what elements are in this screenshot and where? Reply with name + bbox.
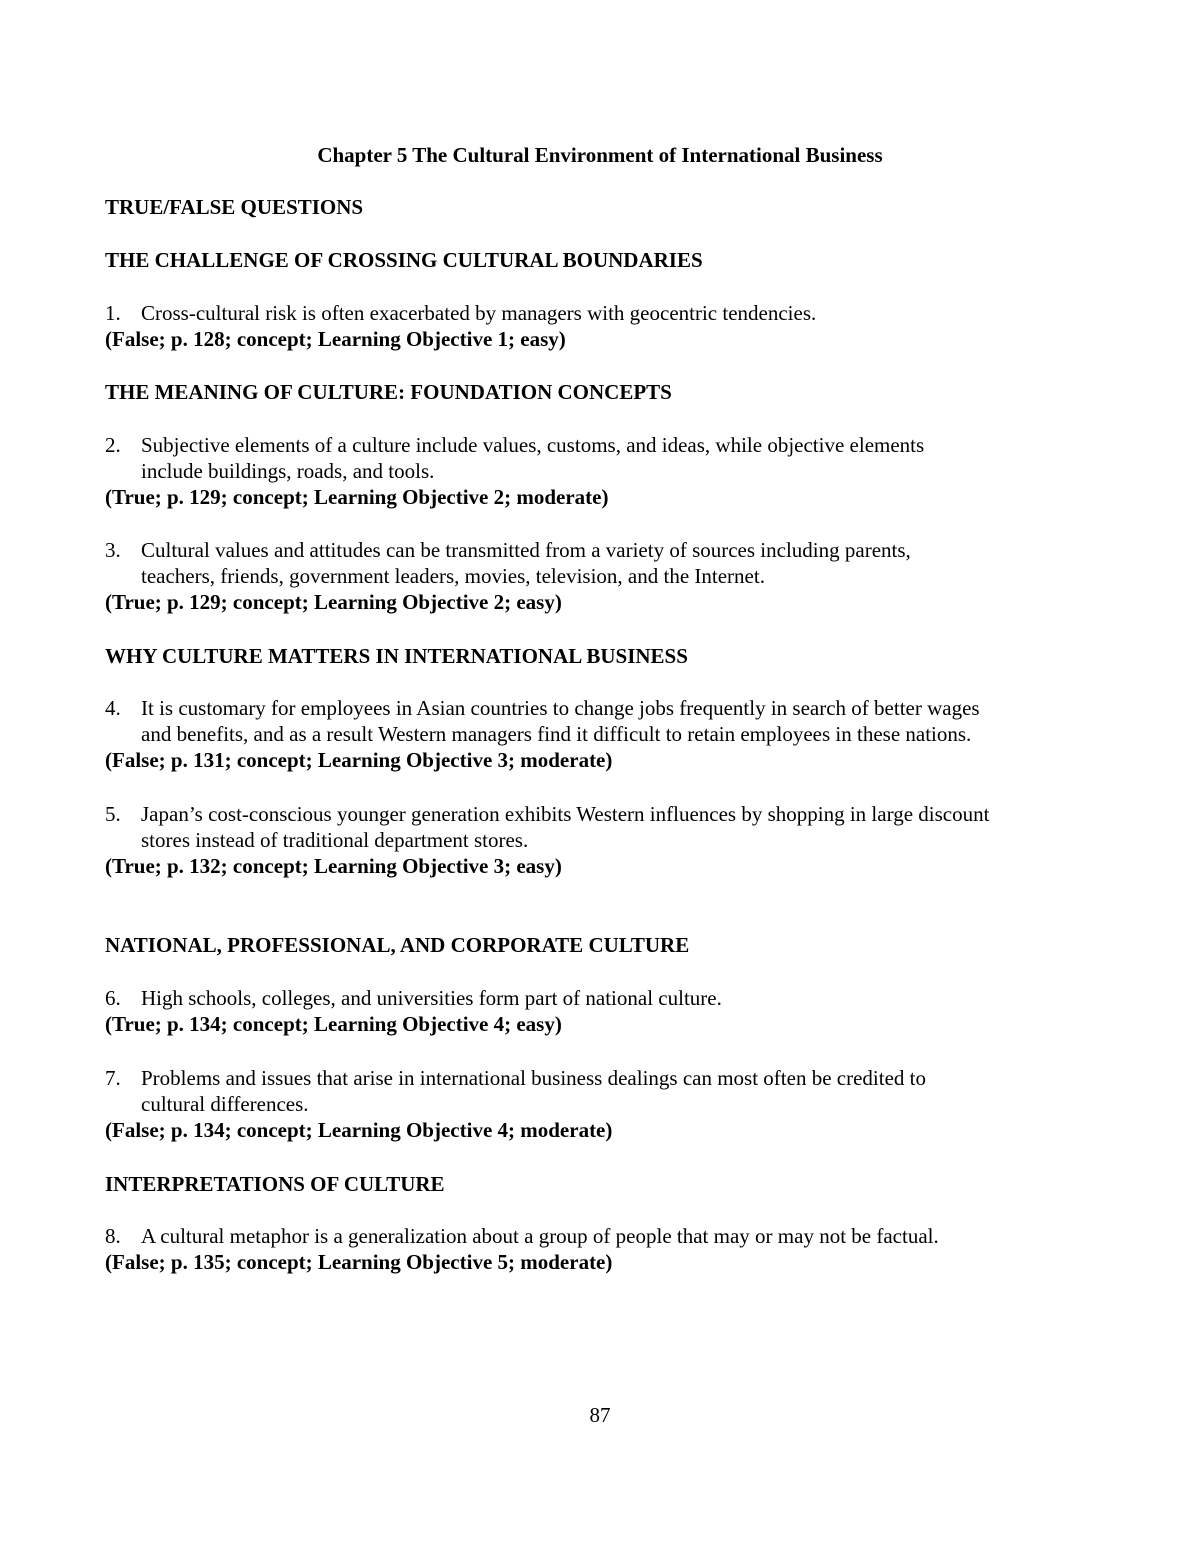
answer-key: (True; p. 129; concept; Learning Objective 2; moderate) — [105, 485, 609, 509]
question-item — [105, 985, 1105, 1037]
question-item — [105, 300, 1105, 352]
question-item — [105, 801, 1105, 879]
question-number: 3. — [105, 538, 121, 562]
question-text: Japan’s cost-conscious younger generation exhibits Western influences by shopping in large discount — [141, 802, 990, 826]
question-item — [105, 432, 1105, 510]
page-number: 87 — [589, 1403, 611, 1427]
question-item — [105, 537, 1105, 615]
section-heading: WHY CULTURE MATTERS IN INTERNATIONAL BUSINESS — [105, 644, 688, 668]
question-number: 1. — [105, 301, 121, 325]
question-number: 8. — [105, 1224, 121, 1248]
question-text-continued: teachers, friends, government leaders, movies, television, and the Internet. — [141, 564, 765, 588]
answer-key: (False; p. 128; concept; Learning Objective 1; easy) — [105, 327, 566, 351]
question-text-continued: and benefits, and as a result Western managers find it difficult to retain employees in these nations. — [141, 722, 972, 746]
question-text: Cultural values and attitudes can be transmitted from a variety of sources including parents, — [141, 538, 911, 562]
question-text-continued: stores instead of traditional department stores. — [141, 828, 529, 852]
question-text: Problems and issues that arise in international business dealings can most often be credited to — [141, 1066, 926, 1090]
question-number: 4. — [105, 696, 121, 720]
question-text: Subjective elements of a culture include values, customs, and ideas, while objective elements — [141, 433, 925, 457]
question-item — [105, 1223, 1105, 1275]
question-number: 5. — [105, 802, 121, 826]
section-heading: INTERPRETATIONS OF CULTURE — [105, 1172, 445, 1196]
section-heading: THE MEANING OF CULTURE: FOUNDATION CONCEPTS — [105, 380, 672, 404]
section-heading: NATIONAL, PROFESSIONAL, AND CORPORATE CULTURE — [105, 933, 690, 957]
question-item — [105, 1065, 1105, 1143]
answer-key: (False; p. 134; concept; Learning Objective 4; moderate) — [105, 1118, 613, 1142]
question-text: Cross-cultural risk is often exacerbated by managers with geocentric tendencies. — [141, 301, 817, 325]
answer-key: (False; p. 131; concept; Learning Objective 3; moderate) — [105, 748, 613, 772]
page-title: Chapter 5 The Cultural Environment of International Business — [317, 143, 883, 167]
question-text-continued: include buildings, roads, and tools. — [141, 459, 435, 483]
question-number: 7. — [105, 1066, 121, 1090]
question-number: 6. — [105, 986, 121, 1010]
answer-key: (False; p. 135; concept; Learning Objective 5; moderate) — [105, 1250, 613, 1274]
section-heading: THE CHALLENGE OF CROSSING CULTURAL BOUNDARIES — [105, 248, 703, 272]
question-text: A cultural metaphor is a generalization about a group of people that may or may not be factual. — [141, 1224, 939, 1248]
question-text: It is customary for employees in Asian countries to change jobs frequently in search of better wages — [141, 696, 980, 720]
answer-key: (True; p. 129; concept; Learning Objective 2; easy) — [105, 590, 562, 614]
answer-key: (True; p. 134; concept; Learning Objective 4; easy) — [105, 1012, 562, 1036]
question-text: High schools, colleges, and universities form part of national culture. — [141, 986, 722, 1010]
answer-key: (True; p. 132; concept; Learning Objective 3; easy) — [105, 854, 562, 878]
question-number: 2. — [105, 433, 121, 457]
section-type-heading: TRUE/FALSE QUESTIONS — [105, 195, 364, 219]
question-item — [105, 695, 1105, 773]
question-text-continued: cultural differences. — [141, 1092, 309, 1116]
